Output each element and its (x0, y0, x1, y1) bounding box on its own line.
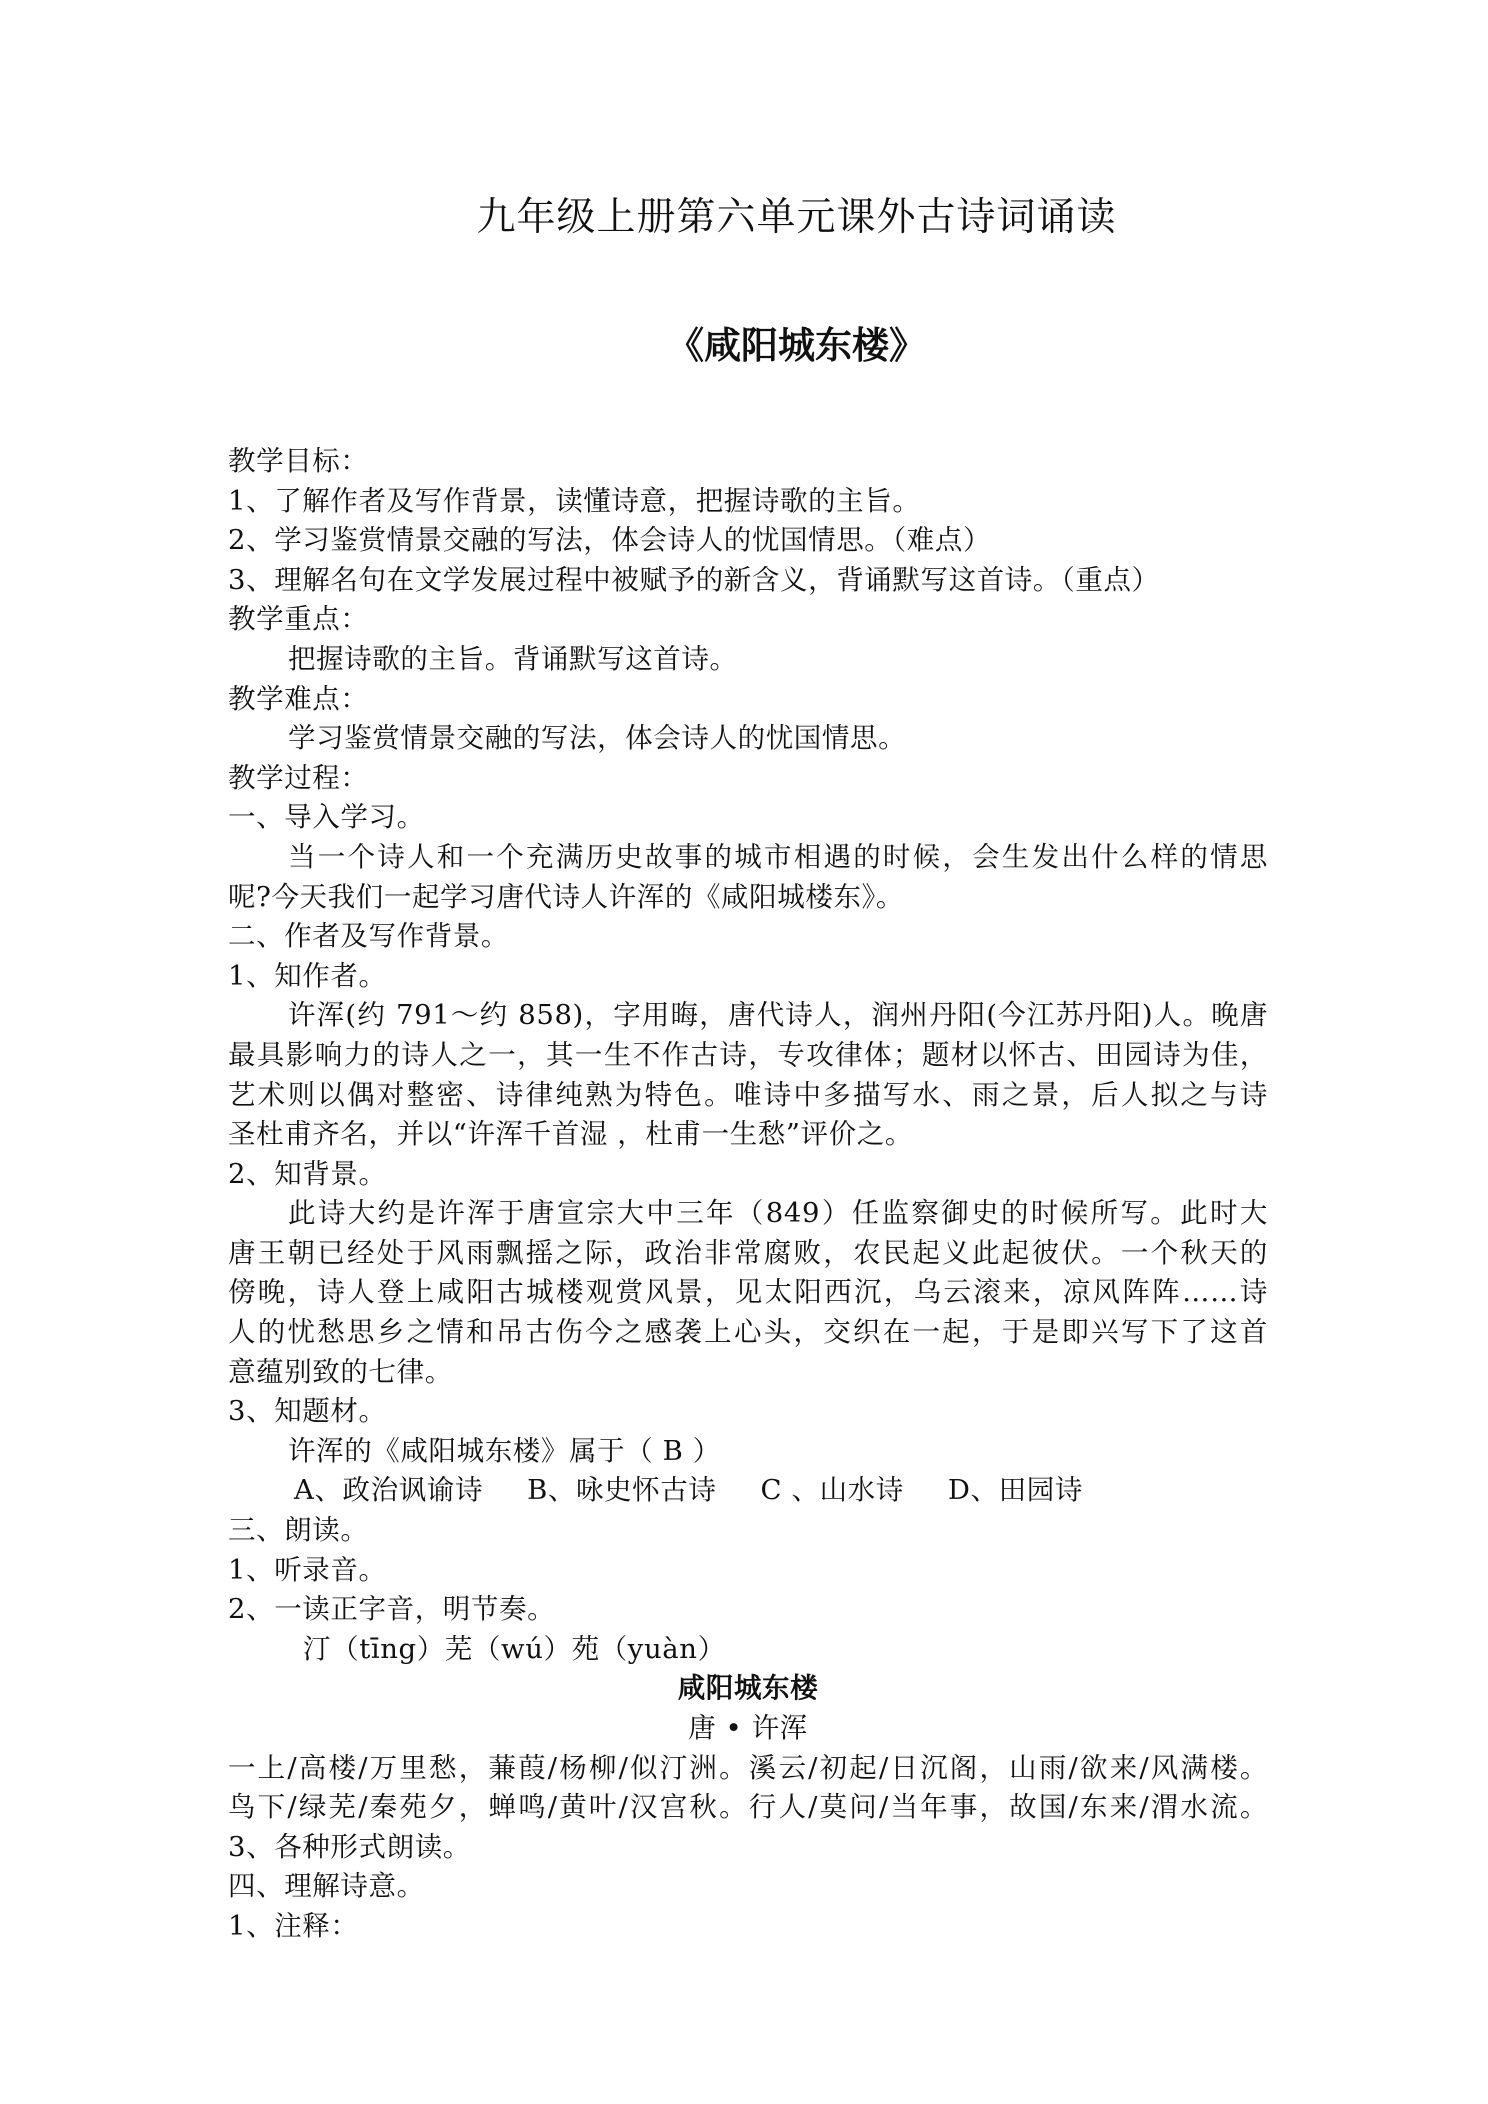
goal-item-3: 3、理解名句在文学发展过程中被赋予的新含义，背诵默写这首诗。（重点） (228, 563, 1160, 596)
option-c: C 、山水诗 (760, 1474, 904, 1507)
sub-heading-author: 1、知作者。 (228, 959, 387, 992)
section-heading-process: 教学过程： (228, 761, 369, 794)
document-body (228, 442, 1268, 1947)
sub-heading-background: 2、知背景。 (228, 1157, 387, 1190)
paragraph-line: 人的忧愁思乡之情和吊古伤今之感袭上心头，交织在一起，于是即兴写下了这首 (228, 1316, 1268, 1349)
paragraph-line: 圣杜甫齐名，并以“许浑千首湿 ，杜甫一生愁”评价之。 (228, 1118, 913, 1151)
key-points-text: 把握诗歌的主旨。背诵默写这首诗。 (288, 642, 738, 675)
sub-heading-pronunciation: 2、一读正字音，明节奏。 (228, 1593, 556, 1626)
step-heading-author: 二、作者及写作背景。 (228, 920, 509, 953)
section-heading-key-points: 教学重点： (228, 603, 369, 636)
sub-heading-read-forms: 3、各种形式朗读。 (228, 1830, 471, 1863)
poem-title-heading: 《咸阳城东楼》 (667, 324, 926, 367)
option-a: A、政治讽谕诗 (294, 1474, 484, 1507)
sub-heading-genre: 3、知题材。 (228, 1395, 387, 1428)
step-heading-reading: 三、朗读。 (228, 1514, 369, 1547)
sub-heading-listen: 1、听录音。 (228, 1553, 387, 1586)
goal-item-2: 2、学习鉴赏情景交融的写法，体会诗人的忧国情思。（难点） (228, 524, 992, 557)
genre-options (228, 1471, 1268, 1511)
poem-heading: 咸阳城东楼 (677, 1672, 819, 1705)
option-b: B、咏史怀古诗 (527, 1474, 717, 1507)
paragraph-line: 意蕴别致的七律。 (228, 1355, 453, 1388)
poem-author: 唐 • 许浑 (688, 1712, 808, 1744)
step-heading-intro: 一、导入学习。 (228, 801, 425, 834)
goal-item-1: 1、了解作者及写作背景，读懂诗意，把握诗歌的主旨。 (228, 484, 921, 517)
paragraph-line: 最具影响力的诗人之一，其一生不作古诗，专攻律体；题材以怀古、田园诗为佳， (228, 1038, 1268, 1071)
paragraph-line: 唐王朝已经处于风雨飘摇之际，政治非常腐败，农民起义此起彼伏。一个秋天的 (228, 1236, 1268, 1269)
paragraph-line: 艺术则以偶对整密、诗律纯熟为特色。唯诗中多描写水、雨之景，后人拟之与诗 (228, 1078, 1268, 1111)
pinyin-line: 汀（tīng）芜（wú）苑（yuàn） (303, 1632, 726, 1665)
poem-verse-line: 鸟下/绿芜/秦苑夕，蝉鸣/黄叶/汉宫秋。行人/莫问/当年事，故国/东来/渭水流。 (228, 1791, 1268, 1824)
section-heading-difficulties: 教学难点： (228, 682, 369, 715)
genre-question: 许浑的《咸阳城东楼》属于（ B ） (288, 1434, 721, 1467)
step-heading-meaning: 四、理解诗意。 (228, 1870, 425, 1903)
section-heading-goals: 教学目标： (228, 445, 369, 477)
paragraph-line: 傍晚，诗人登上咸阳古城楼观赏风景，见太阳西沉，乌云滚来，凉风阵阵……诗 (228, 1276, 1268, 1309)
difficulties-text: 学习鉴赏情景交融的写法，体会诗人的忧国情思。 (288, 722, 907, 755)
poem-verse-line: 一上/高楼/万里愁，蒹葭/杨柳/似汀洲。溪云/初起/日沉阁，山雨/欲来/风满楼。 (228, 1751, 1268, 1784)
sub-heading-notes: 1、注释： (228, 1909, 359, 1942)
option-d: D、田园诗 (947, 1474, 1083, 1507)
paragraph-line: 呢?今天我们一起学习唐代诗人许浑的《咸阳城楼东》。 (228, 880, 904, 913)
paragraph-line: 当一个诗人和一个充满历史故事的城市相遇的时候，会生发出什么样的情思 (288, 840, 1268, 873)
paragraph-line: 此诗大约是许浑于唐宣宗大中三年（849）任监察御史的时候所写。此时大 (288, 1197, 1268, 1230)
document-title: 九年级上册第六单元课外古诗词诵读 (476, 195, 1117, 240)
paragraph-line: 许浑(约 791～约 858)，字用晦，唐代诗人，润州丹阳(今江苏丹阳)人。晚唐 (288, 999, 1268, 1032)
